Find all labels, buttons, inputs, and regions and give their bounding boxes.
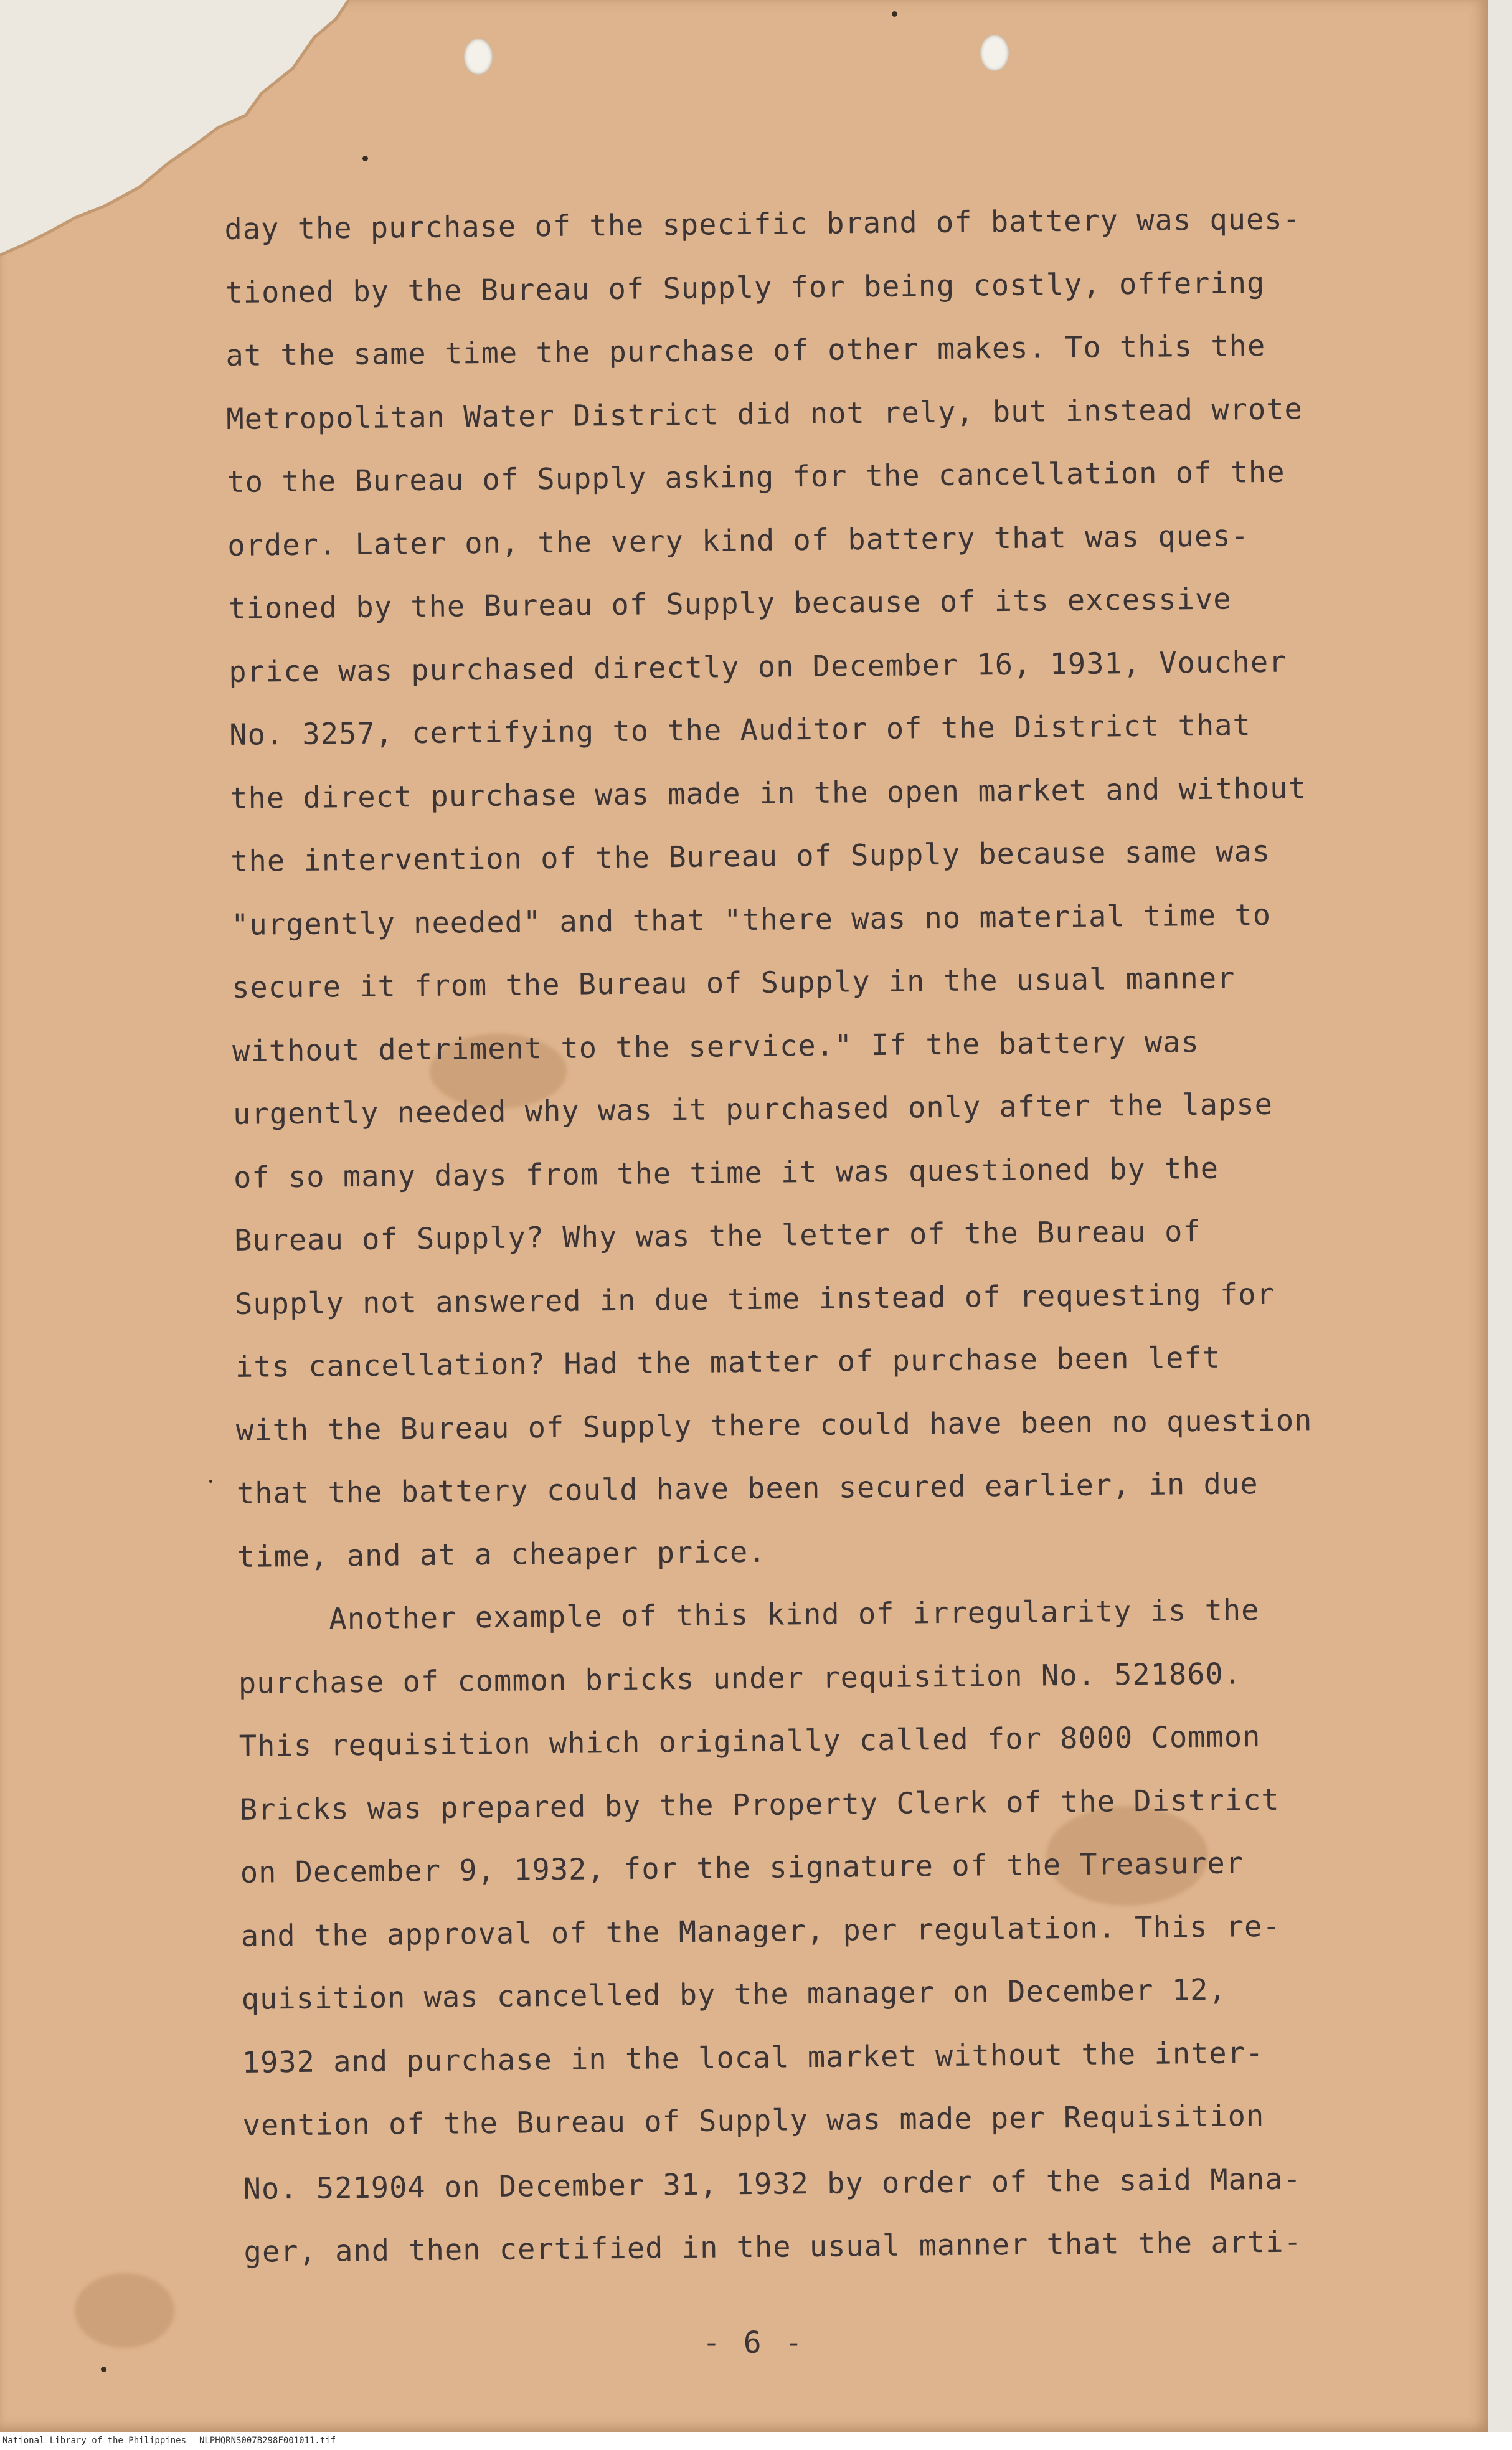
text-line: 1932 and purchase in the local market without the inter-	[242, 2035, 1264, 2080]
text-line: at the same time the purchase of other makes. To this the	[225, 328, 1266, 373]
scan-footer	[0, 2432, 1512, 2450]
text-line: Supply not answered in due time instead of requesting for	[234, 1277, 1275, 1322]
text-line: with the Bureau of Supply there could have been no question	[235, 1402, 1313, 1448]
scan-margin	[1488, 0, 1512, 2432]
paper-stain	[75, 2273, 174, 2348]
text-line: ger, and then certified in the usual manner that the arti-	[243, 2225, 1303, 2269]
text-line: tioned by the Bureau of Supply for being costly, offering	[225, 265, 1265, 310]
text-line: without detriment to the service." If the battery was	[232, 1024, 1200, 1069]
text-line: "urgently needed" and that "there was no material time to	[230, 897, 1272, 942]
text-line: No. 3257, certifying to the Auditor of the District that	[229, 708, 1252, 752]
ink-speck	[362, 156, 368, 161]
text-line: its cancellation? Had the matter of purchase been left	[235, 1340, 1221, 1384]
text-line: that the battery could have been secured earlier, in due	[236, 1467, 1259, 1511]
text-line: quisition was cancelled by the manager on December 12,	[241, 1972, 1227, 2017]
text-line: Bricks was prepared by the Property Clerk of the District	[239, 1782, 1280, 1827]
text-line: price was purchased directly on December 16, 1931, Voucher	[229, 645, 1287, 689]
text-line: the direct purchase was made in the open market and without	[229, 770, 1306, 816]
text-line: order. Later on, the very kind of battery that was ques-	[227, 518, 1250, 563]
text-line: of so many days from the time it was questioned by the	[233, 1151, 1219, 1195]
text-line: day the purchase of the specific brand of battery was ques-	[224, 202, 1302, 247]
text-line: vention of the Bureau of Supply was made per Requisition	[242, 2099, 1265, 2143]
ink-speck	[101, 2367, 106, 2372]
punch-hole-right	[980, 35, 1009, 71]
punch-hole-left	[464, 39, 493, 75]
text-line: on December 9, 1932, for the signature of the Treasurer	[240, 1846, 1244, 1890]
typewritten-body	[224, 187, 1402, 2284]
text-line: Bureau of Supply? Why was the letter of the Bureau of	[234, 1214, 1201, 1258]
text-line: and the approval of the Manager, per regulation. This re-	[240, 1909, 1281, 1954]
text-line: purchase of common bricks under requisition No. 521860.	[238, 1656, 1242, 1701]
ink-speck	[209, 1480, 212, 1483]
library-credit: National Library of the Philippines	[2, 2436, 187, 2446]
text-line: This requisition which originally called for 8000 Common	[239, 1719, 1261, 1764]
text-line: No. 521904 on December 31, 1932 by order of the said Mana-	[243, 2162, 1302, 2206]
ink-speck	[892, 11, 897, 17]
text-line: to the Bureau of Supply asking for the cancellation of the	[227, 455, 1285, 499]
text-line: Metropolitan Water District did not rely, but instead wrote	[226, 391, 1303, 437]
text-line: secure it from the Bureau of Supply in the usual manner	[231, 961, 1236, 1005]
text-line: Another example of this kind of irregularity is the	[237, 1593, 1260, 1637]
file-identifier: NLPHQRNS007B298F001011.tif	[199, 2436, 336, 2446]
page-number: - 6 -	[702, 2325, 805, 2360]
text-line: tioned by the Bureau of Supply because of its excessive	[228, 582, 1232, 626]
text-line: the intervention of the Bureau of Supply because same was	[230, 834, 1271, 879]
text-line: urgently needed why was it purchased only after the lapse	[232, 1087, 1273, 1132]
text-line: time, and at a cheaper price.	[237, 1535, 767, 1574]
